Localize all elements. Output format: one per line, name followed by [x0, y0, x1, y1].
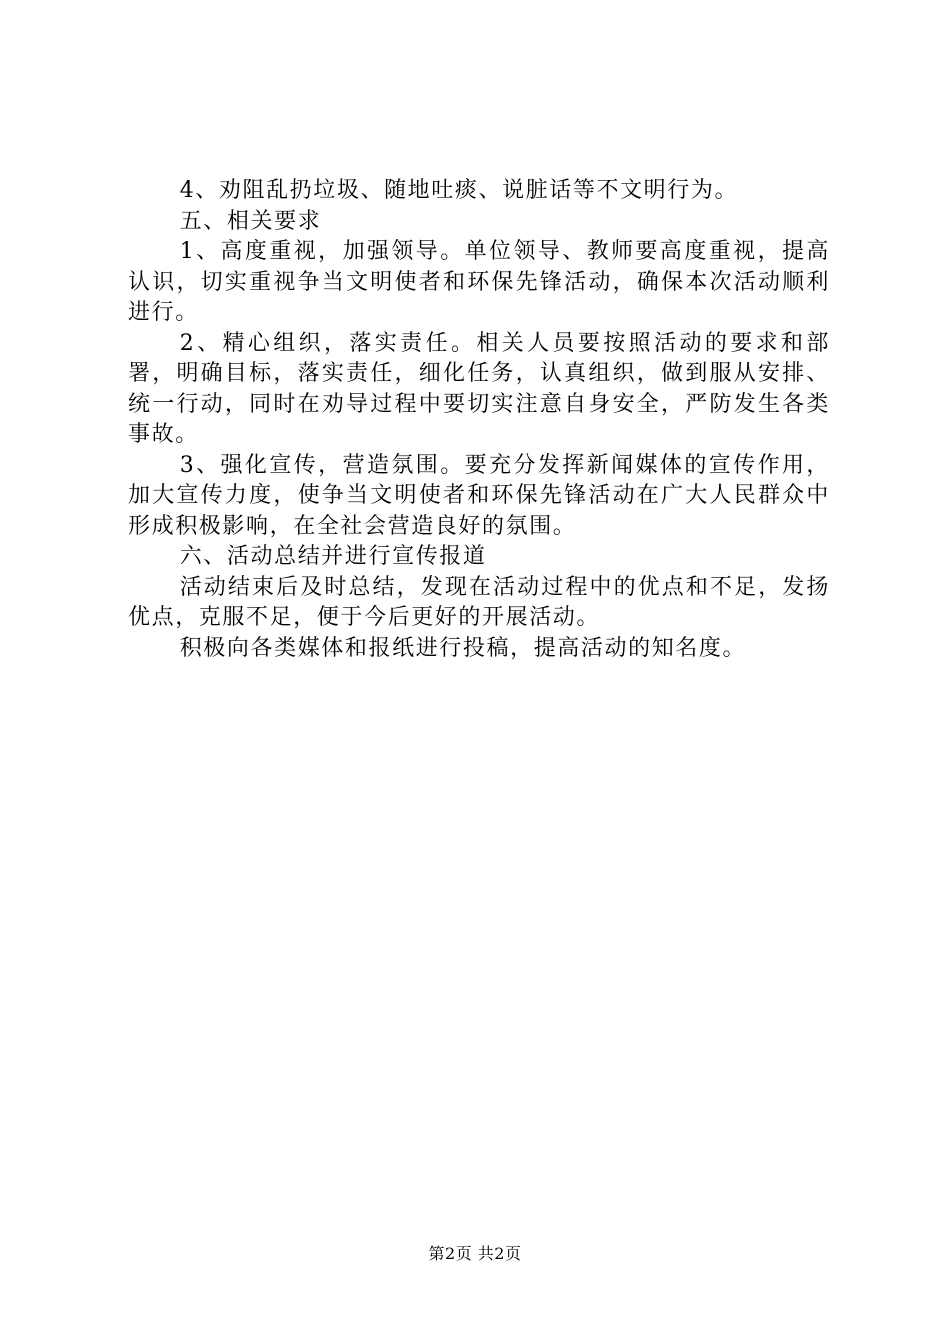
section-heading-summary: 六、活动总结并进行宣传报道	[179, 544, 487, 569]
summary-paragraph: 活动结束后及时总结，发现在活动过程中的优点和不足，发扬优点，克服不足，便于今后更好的开展活动。	[128, 574, 830, 630]
page-number-footer: 第2页 共2页	[428, 1244, 522, 1263]
requirement-3-publicity: 3、强化宣传，营造氛围。要充分发挥新闻媒体的宣传作用，加大宣传力度，使争当文明使者和环保先锋活动在广大人民群众中形成积极影响，在全社会营造良好的氛围。	[128, 452, 830, 539]
requirement-2-organization: 2、精心组织，落实责任。相关人员要按照活动的要求和部署，明确目标，落实责任，细化任务，认真组织，做到服从安排、统一行动，同时在劝导过程中要切实注意自身安全，严防发生各类事故。	[128, 330, 830, 447]
requirement-1-leadership: 1、高度重视，加强领导。单位领导、教师要高度重视，提高认识，切实重视争当文明使者和环保先锋活动，确保本次活动顺利进行。	[128, 239, 830, 325]
document-body	[128, 176, 830, 664]
section-heading-requirements: 五、相关要求	[179, 208, 322, 234]
paragraph-item-4-dissuade: 4、劝阻乱扔垃圾、随地吐痰、说脏话等不文明行为。	[179, 178, 739, 203]
submission-paragraph: 积极向各类媒体和报纸进行投稿，提高活动的知名度。	[179, 635, 747, 661]
